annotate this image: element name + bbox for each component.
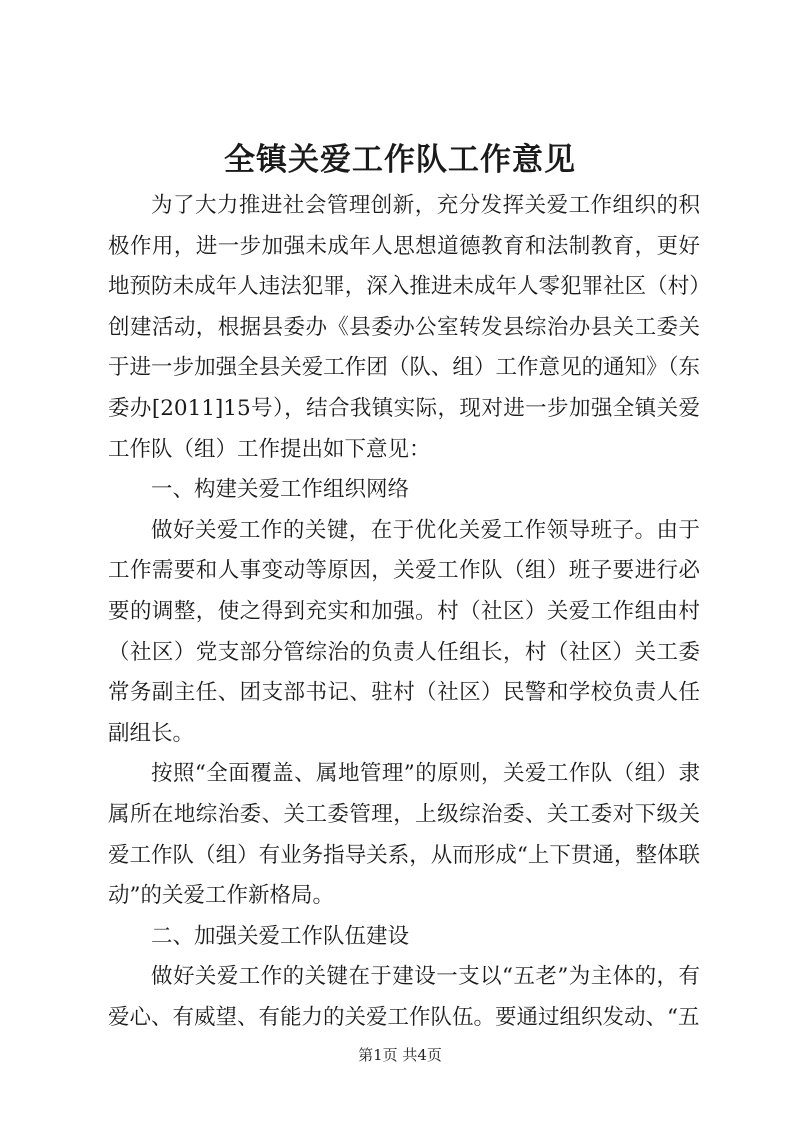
page-footer-indicator: 第1页 共4页 [358,1046,442,1064]
paragraph-intro: 为了大力推进社会管理创新，充分发挥关爱工作组织的积极作用，进一步加强未成年人思想道德教育和法制教育，更好地预防未成年人违法犯罪，深入推进未成年人零犯罪社区（村）创建活动，根据县委办《县委办公室转发县综治办县关工委关于进一步加强全县关爱工作团（队、组）工作意见的通知》（东委办[2011]15号），结合我镇实际，现对进一步加强全镇关爱工作队（组）工作提出如下意见： [108,193,700,462]
document-title: 全镇关爱工作队工作意见 [224,142,576,178]
section-heading-1: 一、构建关爱工作组织网络 [151,477,410,503]
document-body [108,186,700,1038]
paragraph-section-2-a: 做好关爱工作的关键在于建设一支以“五老”为主体的，有爱心、有威望、有能力的关爱工作队伍。要通过组织发动、“五 [108,964,700,1030]
paragraph-section-1-b: 按照“全面覆盖、属地管理”的原则，关爱工作队（组）隶属所在地综治委、关工委管理，上级综治委、关工委对下级关爱工作队（组）有业务指导关系，从而形成“上下贯通，整体联动”的关爱工作新格局。 [108,761,700,909]
paragraph-section-1-a: 做好关爱工作的关键，在于优化关爱工作领导班子。由于工作需要和人事变动等原因，关爱工作队（组）班子要进行必要的调整，使之得到充实和加强。村（社区）关爱工作组由村（社区）党支部分管综治的负责人任组长，村（社区）关工委常务副主任、团支部书记、驻村（社区）民警和学校负责人任副组长。 [108,517,700,746]
section-heading-2: 二、加强关爱工作队伍建设 [151,923,410,949]
